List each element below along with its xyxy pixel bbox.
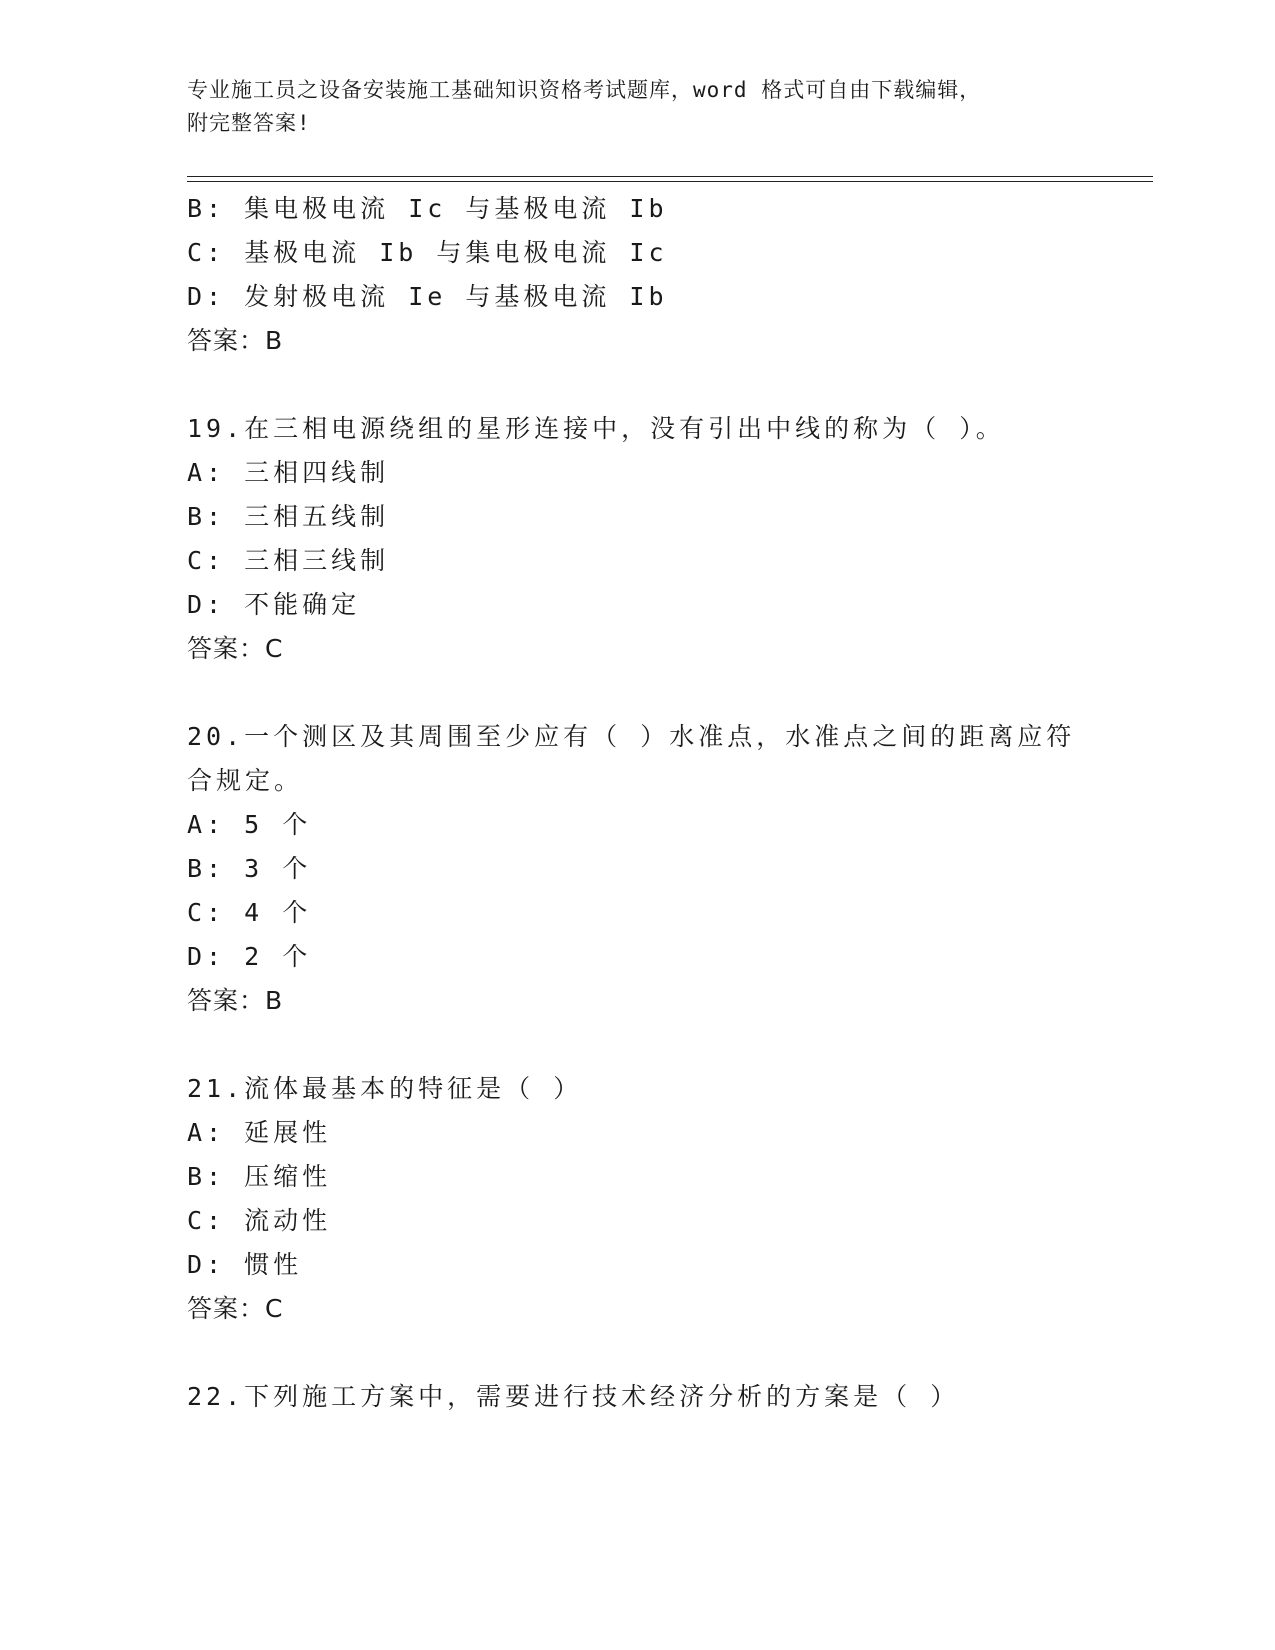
- q22-question: 22.下列施工方案中，需要进行技术经济分析的方案是（ ）: [187, 1382, 960, 1411]
- q20-option-a: A: 5 个: [187, 810, 312, 839]
- q20-option-b: B: 3 个: [187, 854, 312, 883]
- q18-answer: 答案：B: [187, 326, 284, 355]
- q19-option-b: B: 三相五线制: [187, 502, 390, 531]
- q19-option-c: C: 三相三线制: [187, 546, 390, 575]
- q19-question: 19.在三相电源绕组的星形连接中，没有引出中线的称为（ ）。: [187, 414, 1005, 443]
- q18-option-b: B: 集电极电流 Ic 与基极电流 Ib: [187, 194, 668, 223]
- q19-option-a: A: 三相四线制: [187, 458, 390, 487]
- header-line-2: 附完整答案!: [187, 111, 311, 135]
- q20-question-line-2: 合规定。: [187, 766, 304, 795]
- q20-question-line-1: 20.一个测区及其周围至少应有（ ）水准点，水准点之间的距离应符: [187, 722, 1076, 751]
- header-line-1: 专业施工员之设备安装施工基础知识资格考试题库，word 格式可自由下载编辑，: [187, 78, 982, 102]
- q21-option-d: D: 惯性: [187, 1250, 303, 1279]
- q20-option-c: C: 4 个: [187, 898, 312, 927]
- q21-option-a: A: 延展性: [187, 1118, 332, 1147]
- q18-option-c: C: 基极电流 Ib 与集电极电流 Ic: [187, 238, 668, 267]
- q19-answer: 答案：C: [187, 634, 284, 663]
- document-header: [187, 74, 1067, 140]
- q21-answer: 答案：C: [187, 1294, 284, 1323]
- header-rule-bottom: [187, 181, 1153, 182]
- q20-option-d: D: 2 个: [187, 942, 312, 971]
- q21-option-b: B: 压缩性: [187, 1162, 332, 1191]
- q21-option-c: C: 流动性: [187, 1206, 332, 1235]
- header-rule-top: [187, 176, 1153, 177]
- q18-option-d: D: 发射极电流 Ie 与基极电流 Ib: [187, 282, 668, 311]
- q20-answer: 答案：B: [187, 986, 284, 1015]
- q19-option-d: D: 不能确定: [187, 590, 361, 619]
- q21-question: 21.流体最基本的特征是（ ）: [187, 1074, 583, 1103]
